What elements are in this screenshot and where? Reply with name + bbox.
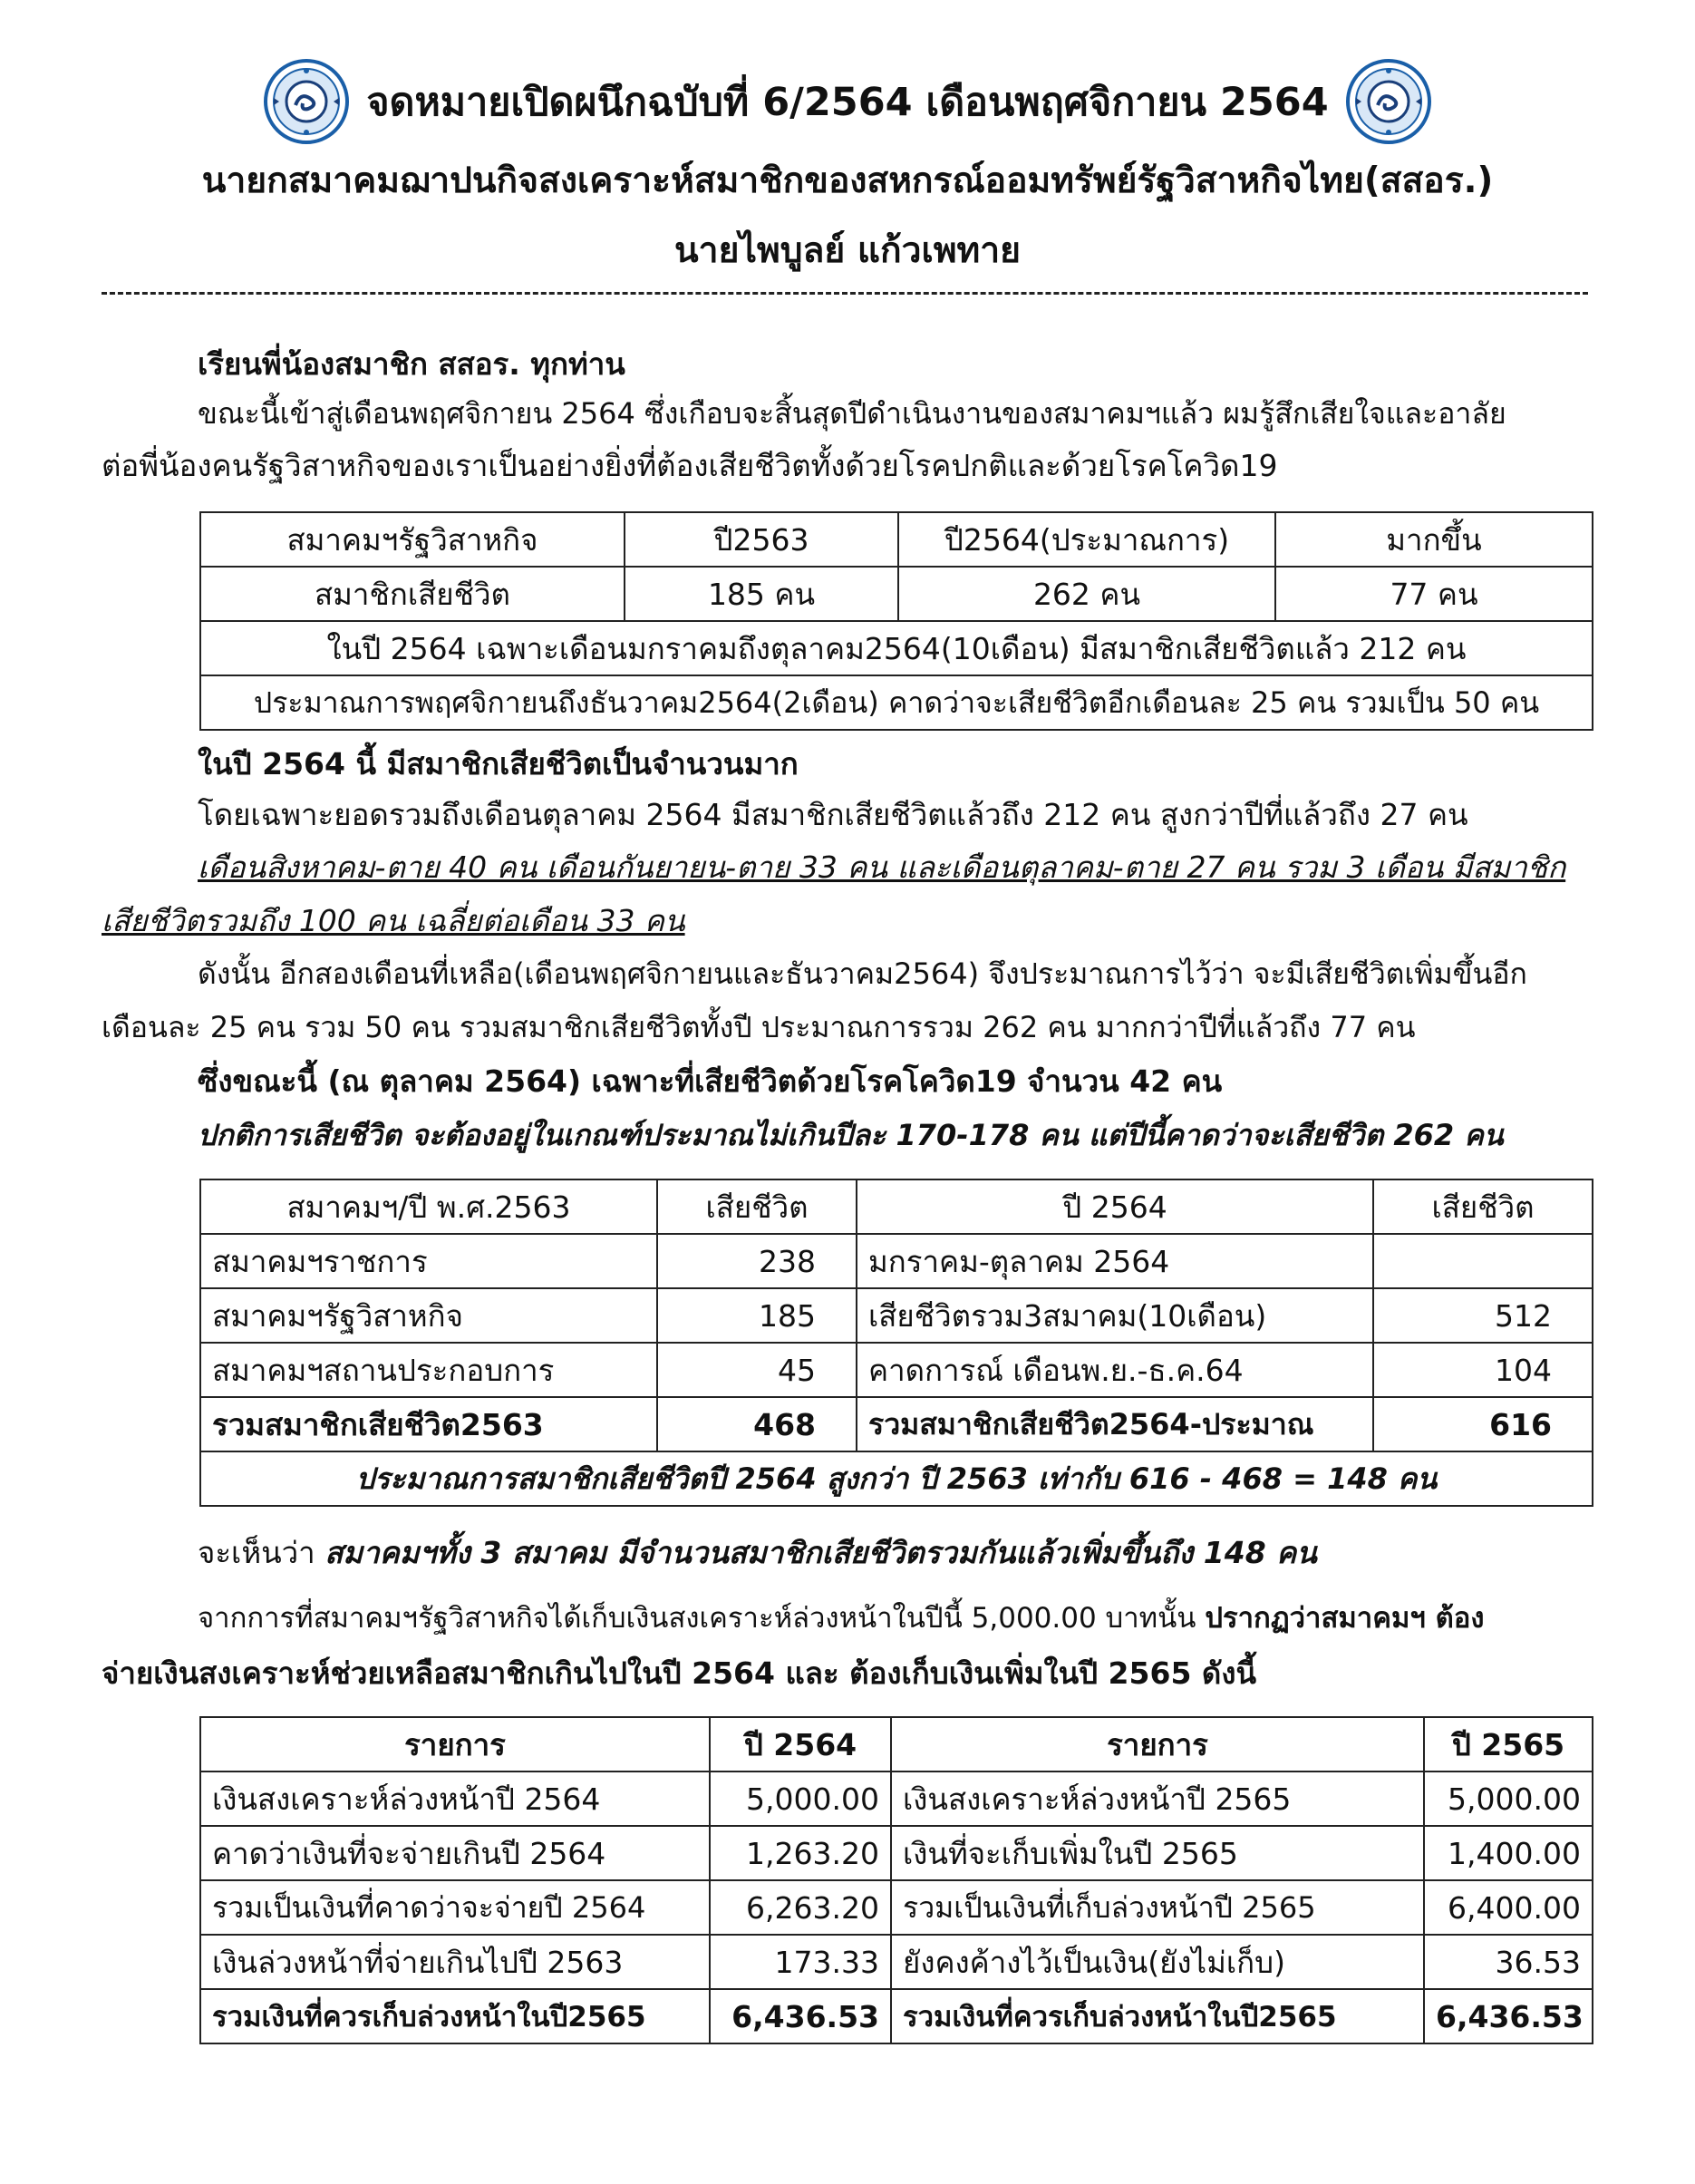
table-note-row [200, 621, 1593, 675]
table-header-cell: ปี2564(ประมาณการ) [898, 512, 1275, 567]
table-cell: สมาคมฯสถานประกอบการ [200, 1343, 657, 1397]
author-title: นายกสมาคมฌาปนกิจสงเคราะห์สมาชิกของสหกรณ์ออมทรัพย์รัฐวิสาหกิจไทย(สสอร.) [201, 160, 1494, 201]
table-note: ประมาณการพฤศจิกายนถึงธันวาคม2564(2เดือน) คาดว่าจะเสียชีวิตอีกเดือนละ 25 คน รวมเป็น 50 คน [200, 675, 1593, 730]
table-row [200, 567, 1593, 621]
payment-emphasis: ปรากฏว่าสมาคมฯ ต้อง [1205, 1602, 1485, 1635]
payment-prefix: จากการที่สมาคมฯรัฐวิสาหกิจได้เก็บเงินสงเคราะห์ล่วงหน้าในปีนี้ 5,000.00 บาทนั้น [198, 1602, 1206, 1635]
table-cell: สมาชิกเสียชีวิต [200, 567, 625, 621]
table-summary-row [200, 1451, 1593, 1506]
dashed-divider [102, 292, 1588, 295]
table-cell: 6,400.00 [1424, 1880, 1593, 1935]
table-cell: คาดว่าเงินที่จะจ่ายเกินปี 2564 [200, 1826, 710, 1880]
table-header-cell: ปี 2564 [857, 1179, 1373, 1234]
association-seal-icon [1345, 58, 1432, 145]
table-header-cell: มากขึ้น [1275, 512, 1593, 567]
payment-line-1 [198, 1602, 1484, 1636]
table-row [200, 1935, 1593, 1989]
table-cell: 1,263.20 [710, 1826, 891, 1880]
table-cell: 173.33 [710, 1935, 891, 1989]
table-header-row [200, 1717, 1593, 1771]
table-cell: คาดการณ์ เดือนพ.ย.-ธ.ค.64 [857, 1343, 1373, 1397]
table-cell: 77 คน [1275, 567, 1593, 621]
table-row [200, 1771, 1593, 1826]
table-cell: 6,263.20 [710, 1880, 891, 1935]
conclusion-prefix: จะเห็นว่า [198, 1535, 325, 1570]
body-line: โดยเฉพาะยอดรวมถึงเดือนตุลาคม 2564 มีสมาชิกเสียชีวิตแล้วถึง 212 คน สูงกว่าปีที่แล้วถึง 27 คน [198, 797, 1468, 832]
table-cell: เงินสงเคราะห์ล่วงหน้าปี 2564 [200, 1771, 710, 1826]
emphasis-line: เดือนสิงหาคม-ตาย 40 คน เดือนกันยายน-ตาย 33 คน และเดือนตุลาคม-ตาย 27 คน รวม 3 เดือน มีสมาชิก [198, 849, 1566, 885]
table-cell: 468 [657, 1397, 857, 1451]
table-cell: รวมสมาชิกเสียชีวิต2564-ประมาณ [857, 1397, 1373, 1451]
author-name: นายไพบูลย์ แก้วเพทาย [674, 230, 1021, 271]
advance-payment-table [199, 1716, 1593, 2044]
table-summary: ประมาณการสมาชิกเสียชีวิตปี 2564 สูงกว่า ปี 2563 เท่ากับ 616 - 468 = 148 คน [200, 1451, 1593, 1506]
page-title: จดหมายเปิดผนึกฉบับที่ 6/2564 เดือนพฤศจิกายน 2564 [366, 80, 1329, 125]
table-total-row [200, 1397, 1593, 1451]
table-cell: เงินล่วงหน้าที่จ่ายเกินไปปี 2563 [200, 1935, 710, 1989]
table-header-row [200, 1179, 1593, 1234]
payment-line-2: จ่ายเงินสงเคราะห์ช่วยเหลือสมาชิกเกินไปในปี 2564 และ ต้องเก็บเงินเพิ่มในปี 2565 ดังนี้ [102, 1655, 1256, 1691]
table-row [200, 1288, 1593, 1343]
table-header-cell: รายการ [891, 1717, 1424, 1771]
table-note: ในปี 2564 เฉพาะเดือนมกราคมถึงตุลาคม2564(10เดือน) มีสมาชิกเสียชีวิตแล้ว 212 คน [200, 621, 1593, 675]
table-cell: 45 [657, 1343, 857, 1397]
table-cell: 104 [1373, 1343, 1593, 1397]
table-note-row [200, 675, 1593, 730]
body-line: ดังนั้น อีกสองเดือนที่เหลือ(เดือนพฤศจิกายนและธันวาคม2564) จึงประมาณการไว้ว่า จะมีเสียชีวิตเพิ่มขึ้นอีก [198, 956, 1527, 991]
table-cell: 1,400.00 [1424, 1826, 1593, 1880]
title-row [0, 56, 1695, 147]
table-cell: 185 [657, 1288, 857, 1343]
forecast-line: ปกติการเสียชีวิต จะต้องอยู่ในเกณฑ์ประมาณไม่เกินปีละ 170-178 คน แต่ปีนี้คาดว่าจะเสียชีวิต 262 คน [198, 1118, 1504, 1152]
table-cell: เงินสงเคราะห์ล่วงหน้าปี 2565 [891, 1771, 1424, 1826]
table-cell: 238 [657, 1234, 857, 1288]
table-header-cell: สมาคมฯรัฐวิสาหกิจ [200, 512, 625, 567]
table-cell: รวมเงินที่ควรเก็บล่วงหน้าในปี2565 [891, 1989, 1424, 2043]
intro-line-1: ขณะนี้เข้าสู่เดือนพฤศจิกายน 2564 ซึ่งเกือบจะสิ้นสุดปีดำเนินงานของสมาคมฯแล้ว ผมรู้สึกเสียใจและอาลัย [198, 396, 1506, 431]
table-header-cell: ปี 2565 [1424, 1717, 1593, 1771]
members-death-table [199, 511, 1593, 731]
table-cell [1373, 1234, 1593, 1288]
table-cell: สมาคมฯราชการ [200, 1234, 657, 1288]
conclusion-emphasis: สมาคมฯทั้ง 3 สมาคม มีจำนวนสมาชิกเสียชีวิตรวมกันแล้วเพิ่มขึ้นถึง 148 คน [324, 1535, 1317, 1570]
table-cell: 185 คน [625, 567, 898, 621]
table-cell: 616 [1373, 1397, 1593, 1451]
table-cell: 512 [1373, 1288, 1593, 1343]
table-cell: สมาคมฯรัฐวิสาหกิจ [200, 1288, 657, 1343]
table-cell: 5,000.00 [710, 1771, 891, 1826]
table-cell: เงินที่จะเก็บเพิ่มในปี 2565 [891, 1826, 1424, 1880]
table-header-cell: ปี 2564 [710, 1717, 891, 1771]
body-line: เดือนละ 25 คน รวม 50 คน รวมสมาชิกเสียชีวิตทั้งปี ประมาณการรวม 262 คน มากกว่าปีที่แล้วถึง 77 คน [102, 1010, 1416, 1044]
table-header-cell: รายการ [200, 1717, 710, 1771]
table-cell: ยังคงค้างไว้เป็นเงิน(ยังไม่เก็บ) [891, 1935, 1424, 1989]
table-header-cell: เสียชีวิต [1373, 1179, 1593, 1234]
table-cell: 5,000.00 [1424, 1771, 1593, 1826]
table-cell: 36.53 [1424, 1935, 1593, 1989]
table-cell: 6,436.53 [710, 1989, 891, 2043]
emphasis-line: เสียชีวิตรวมถึง 100 คน เฉลี่ยต่อเดือน 33 คน [102, 903, 685, 938]
covid-line: ซึ่งขณะนี้ (ณ ตุลาคม 2564) เฉพาะที่เสียชีวิตด้วยโรคโควิด19 จำนวน 42 คน [198, 1063, 1223, 1099]
table-cell: มกราคม-ตุลาคม 2564 [857, 1234, 1373, 1288]
table-cell: เสียชีวิตรวม3สมาคม(10เดือน) [857, 1288, 1373, 1343]
table-row [200, 1343, 1593, 1397]
table-header-cell: เสียชีวิต [657, 1179, 857, 1234]
table-row [200, 1826, 1593, 1880]
table-header-row [200, 512, 1593, 567]
section-heading: ในปี 2564 นี้ มีสมาชิกเสียชีวิตเป็นจำนวนมาก [198, 746, 799, 781]
table-header-cell: ปี2563 [625, 512, 898, 567]
table-cell: 262 คน [898, 567, 1275, 621]
association-seal-icon [263, 58, 350, 145]
conclusion-line [198, 1535, 1317, 1571]
salutation: เรียนพี่น้องสมาชิก สสอร. ทุกท่าน [198, 346, 625, 382]
table-total-row [200, 1989, 1593, 2043]
table-row [200, 1234, 1593, 1288]
associations-death-table [199, 1179, 1593, 1507]
intro-line-2: ต่อพี่น้องคนรัฐวิสาหกิจของเราเป็นอย่างยิ่งที่ต้องเสียชีวิตทั้งด้วยโรคปกติและด้วยโรคโควิด19 [102, 448, 1278, 483]
table-header-cell: สมาคมฯ/ปี พ.ศ.2563 [200, 1179, 657, 1234]
table-row [200, 1880, 1593, 1935]
table-cell: 6,436.53 [1424, 1989, 1593, 2043]
table-cell: รวมเป็นเงินที่เก็บล่วงหน้าปี 2565 [891, 1880, 1424, 1935]
table-cell: รวมสมาชิกเสียชีวิต2563 [200, 1397, 657, 1451]
table-cell: รวมเป็นเงินที่คาดว่าจะจ่ายปี 2564 [200, 1880, 710, 1935]
table-cell: รวมเงินที่ควรเก็บล่วงหน้าในปี2565 [200, 1989, 710, 2043]
